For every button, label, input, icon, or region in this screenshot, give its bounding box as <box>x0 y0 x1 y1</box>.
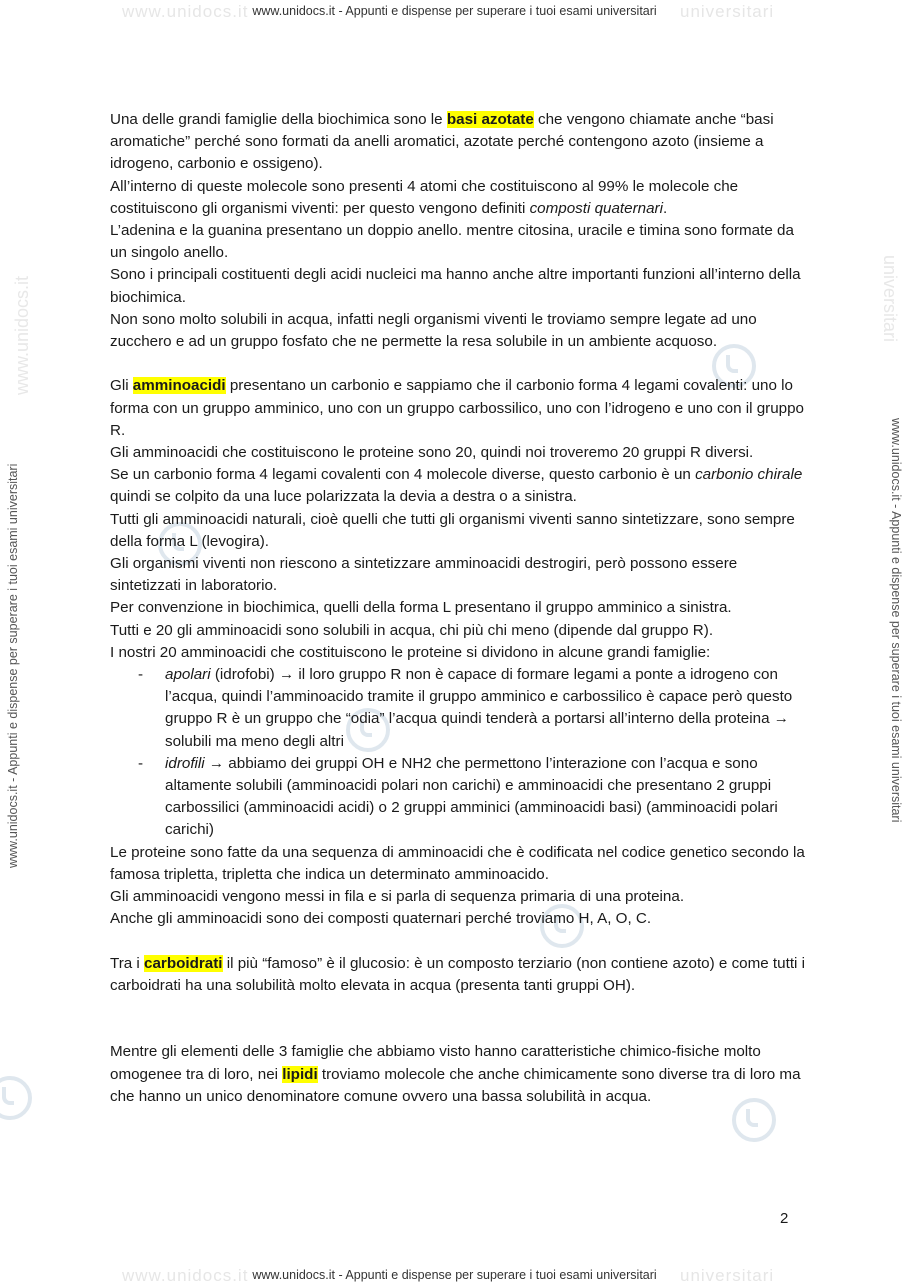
side-watermark-left: www.unidocs.it - Appunti e dispense per superare i tuoi esami universitari <box>6 463 20 868</box>
paragraph: Gli amminoacidi che costituiscono le proteine sono 20, quindi noi troveremo 20 gruppi R diversi. <box>110 444 754 462</box>
paragraph: Gli amminoacidi presentano un carbonio e sappiamo che il carbonio forma 4 legami covalenti: uno lo forma con un gruppo amminico, uno con un gruppo carbossilico, uno con l’idrogeno e uno con il gruppo R. <box>110 377 804 439</box>
highlight-amminoacidi: amminoacidi <box>132 377 226 395</box>
unidocs-logo-icon <box>0 1076 32 1120</box>
paragraph: Tra i carboidrati il più “famoso” è il glucosio: è un composto terziario (non contiene azoto) e come tutti i carboidrati ha una solubilità molto elevata in acqua (presenta tanti gruppi OH). <box>110 954 806 994</box>
ghost-watermark-bottom-left: www.unidocs.it <box>122 1266 249 1285</box>
amminoacidi-families-list <box>110 664 810 842</box>
paragraph: Gli organismi viventi non riescono a sintetizzare amminoacidi destrogiri, però possono essere sintetizzati in laboratorio. <box>110 555 738 595</box>
paragraph: Mentre gli elementi delle 3 famiglie che abbiamo visto hanno caratteristiche chimico-fisiche molto omogenee tra di loro, nei lipidi troviamo molecole che anche chimicamente sono diverse tra di loro ma che hanno un unico denominatore comune ovvero una bassa solubilità in acqua. <box>110 1043 801 1105</box>
ghost-watermark-top-right: universitari <box>680 2 775 21</box>
paragraph: Sono i principali costituenti degli acidi nucleici ma hanno anche altre importanti funzioni all’interno della biochimica. <box>110 266 801 306</box>
header-watermark: www.unidocs.it - Appunti e dispense per superare i tuoi esami universitari <box>252 4 657 18</box>
paragraph: Le proteine sono fatte da una sequenza di amminoacidi che è codificata nel codice genetico secondo la famosa tripletta, tripletta che indica un determinato amminoacido. <box>110 843 805 883</box>
paragraph: Tutti e 20 gli amminoacidi sono solubili in acqua, chi più chi meno (dipende dal gruppo R). <box>110 621 714 639</box>
ghost-watermark-top-left: www.unidocs.it <box>122 2 249 21</box>
ghost-side-watermark-left: www.unidocs.it <box>12 275 32 395</box>
paragraph: Gli amminoacidi vengono messi in fila e si parla di sequenza primaria di una proteina. <box>110 888 685 906</box>
paragraph: Tutti gli amminoacidi naturali, cioè quelli che tutti gli organismi viventi sanno sintetizzare, sono sempre della forma L (levogira). <box>110 510 795 550</box>
list-item: - apolari (idrofobi) → il loro gruppo R non è capace di formare legami a ponte a idrogeno con l’acqua, quindi l’amminoacido tramite il gruppo amminico e carbossilico è capace però questo gruppo R è un gruppo che “odia” l’acqua quindi tenderà a portarsi all’interno della proteina → solubili ma meno degli altri <box>110 664 810 753</box>
highlight-lipidi: lipidi <box>282 1065 318 1083</box>
paragraph: Anche gli amminoacidi sono dei composti quaternari perché troviamo H, A, O, C. <box>110 910 652 928</box>
page-number: 2 <box>780 1210 789 1227</box>
footer-watermark: www.unidocs.it - Appunti e dispense per superare i tuoi esami universitari <box>252 1268 657 1282</box>
highlight-basi-azotate: basi azotate <box>446 111 534 128</box>
ghost-watermark-bottom-right: universitari <box>680 1266 775 1285</box>
paragraph: Se un carbonio forma 4 legami covalenti con 4 molecole diverse, questo carbonio è un carbonio chirale quindi se colpito da una luce polarizzata la devia a destra o a sinistra. <box>110 466 803 506</box>
paragraph: All’interno di queste molecole sono presenti 4 atomi che costituiscono al 99% le molecole che costituiscono gli organismi viventi: per questo vengono definiti composti quaternari. <box>110 177 739 217</box>
document-body <box>110 109 810 1108</box>
paragraph: Una delle grandi famiglie della biochimica sono le basi azotate che vengono chiamate anche “basi aromatiche” perché sono formati da anelli aromatici, azotate perché contengono azoto (insieme a idrogeno, carbonio e ossigeno). <box>110 111 774 173</box>
highlight-carboidrati: carboidrati <box>144 954 223 972</box>
paragraph: L’adenina e la guanina presentano un doppio anello. mentre citosina, uracile e timina sono formate da un singolo anello. <box>110 222 794 262</box>
list-item: - idrofili → abbiamo dei gruppi OH e NH2 che permettono l’interazione con l’acqua e sono altamente solubili (amminoacidi polari non carichi) e amminoacidi che presentano 2 gruppi carbossilici (amminoacidi acidi) o 2 gruppi amminici (amminoacidi basi) (amminoacidi polari carichi) <box>110 753 810 842</box>
paragraph: Per convenzione in biochimica, quelli della forma L presentano il gruppo amminico a sinistra. <box>110 599 732 617</box>
ghost-side-watermark-right: universitari <box>880 255 900 343</box>
side-watermark-right: www.unidocs.it - Appunti e dispense per superare i tuoi esami universitari <box>889 418 903 823</box>
paragraph: I nostri 20 amminoacidi che costituiscono le proteine si dividono in alcune grandi famiglie: <box>110 643 711 661</box>
paragraph: Non sono molto solubili in acqua, infatti negli organismi viventi le troviamo sempre legate ad uno zucchero e ad un gruppo fosfato che ne permette la resa solubile in un ambiente acquoso. <box>110 310 757 351</box>
